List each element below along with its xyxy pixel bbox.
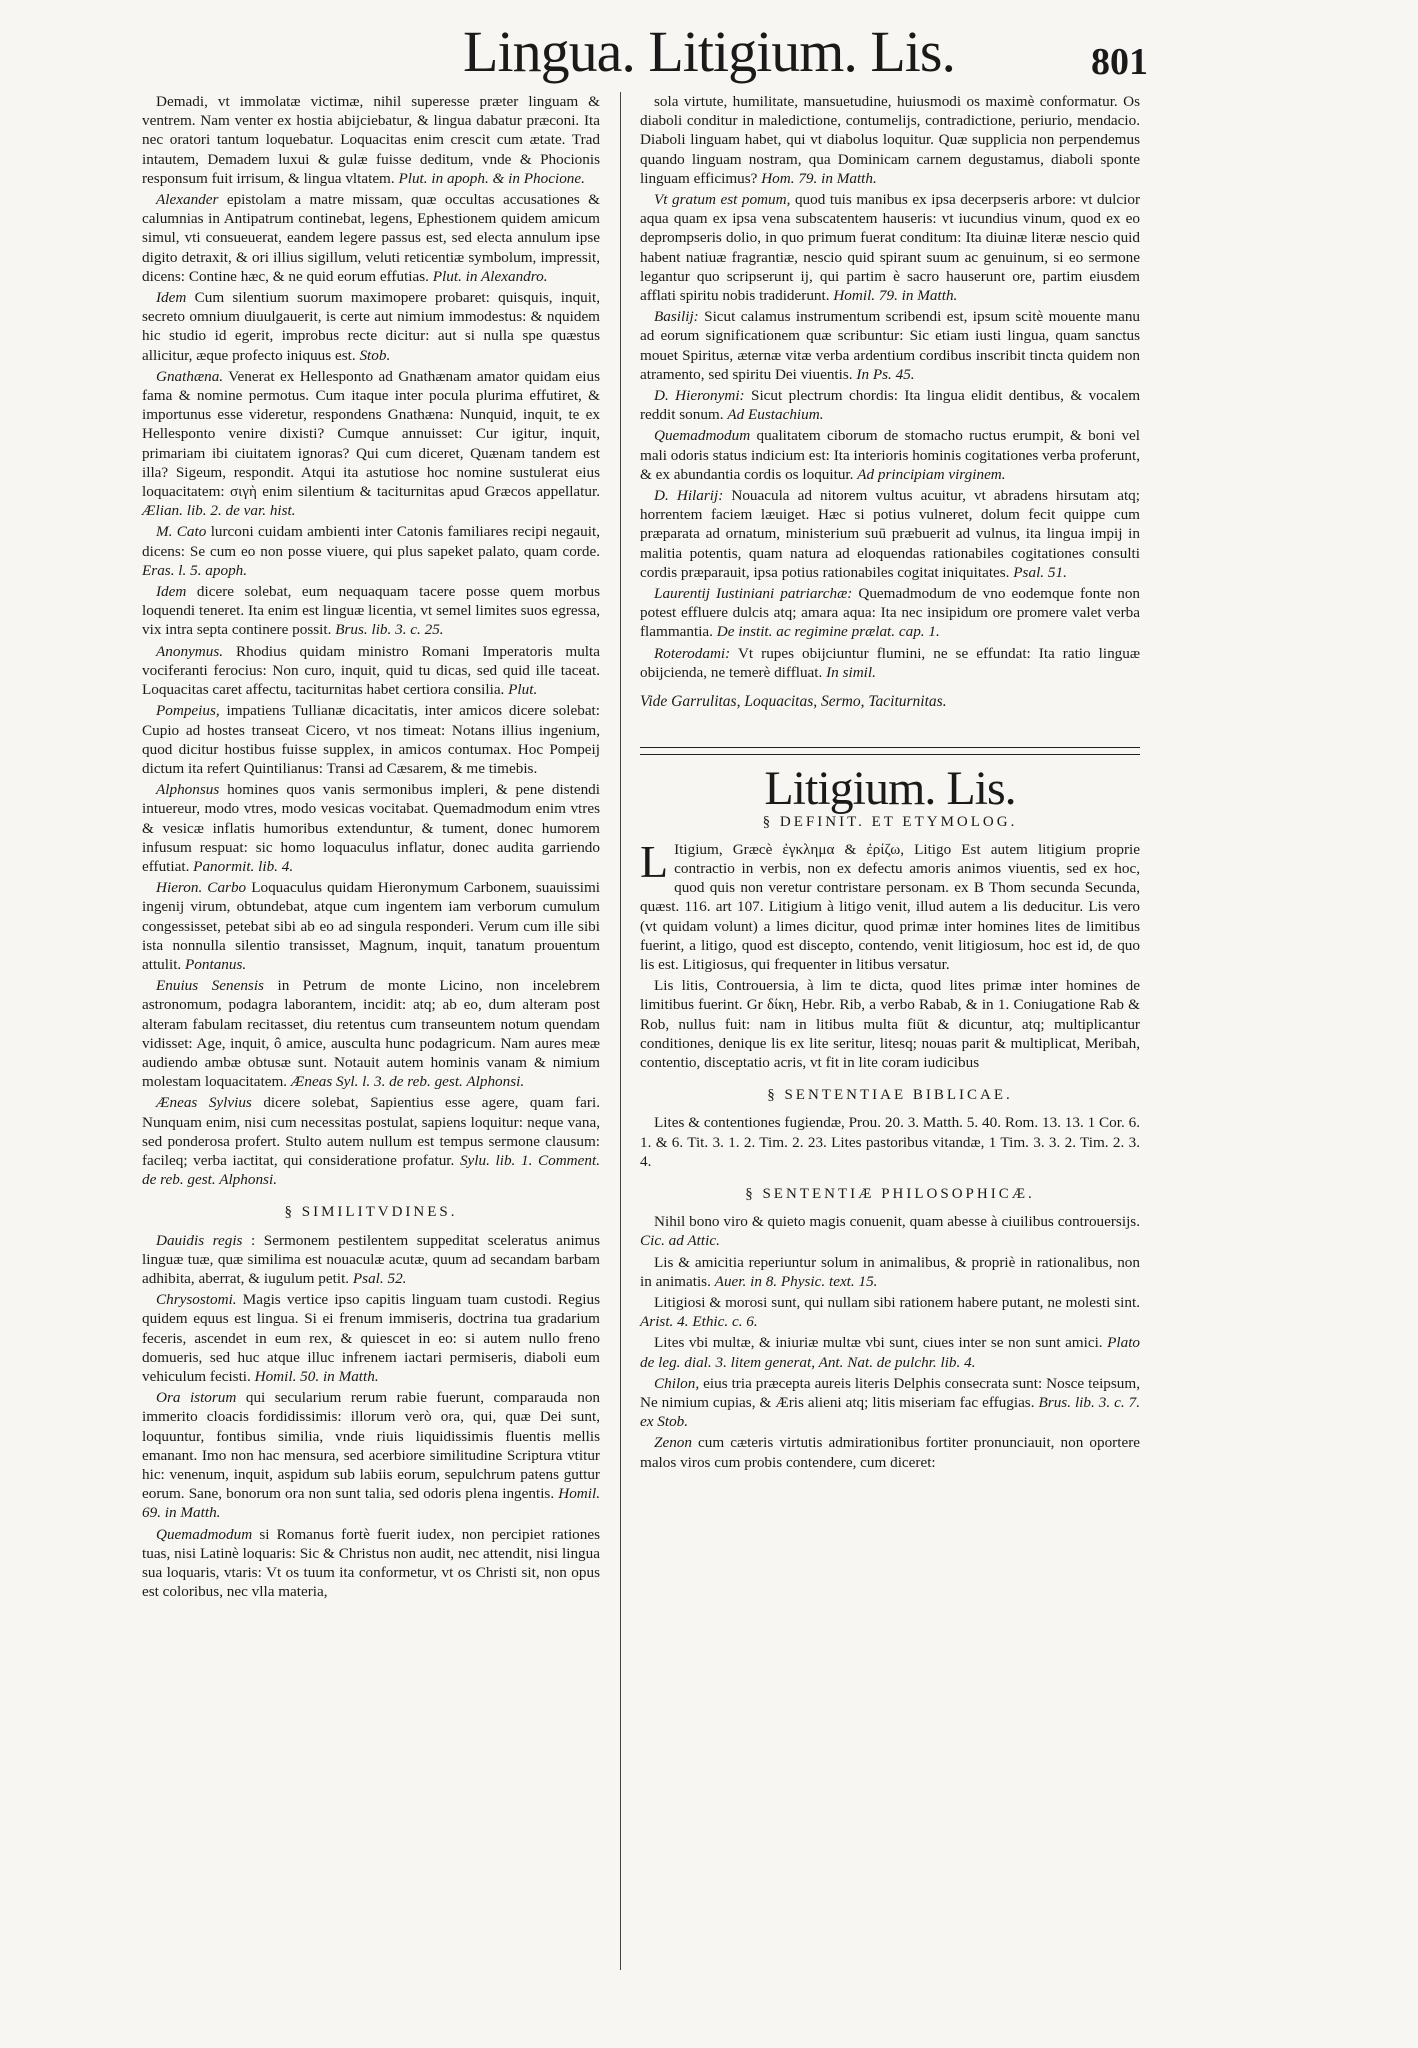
paragraph-text: Vt rupes obijciuntur flumini, ne se effundat: Ita ratio linguæ obijcienda, ne temerè diffluat.: [640, 644, 1140, 681]
paragraph-author: Alexander: [156, 191, 219, 209]
see-also-line: Vide Garrulitas, Loquacitas, Sermo, Taciturnitas.: [640, 693, 947, 711]
paragraph: [640, 1253, 1140, 1291]
paragraph: [142, 1231, 600, 1289]
column-divider: [620, 92, 621, 1970]
paragraph-author: Anonymus.: [156, 642, 224, 660]
similitudines-paragraphs: [142, 1231, 600, 1602]
paragraph-author: Idem: [156, 583, 187, 601]
paragraph-text: dicere solebat, eum nequaquam tacere posse quem morbus loquendi teneret. Ita enim est linguæ licentia, vt semel limites suos egressa, vix intra septa continere possit.: [142, 583, 601, 639]
paragraph-author: Roterodami:: [654, 644, 731, 662]
paragraph: [640, 644, 1140, 682]
paragraph-reference: Stob.: [359, 346, 391, 364]
paragraph-text: si Romanus fortè fuerit iudex, non percipiet rationes tuas, nisi Latinè loquaris: Sic & Christus non audit, nec attendit, nisi lingua sua loquaris, vtaris: Vt os tuum ita conformetur, vt os Christi sit, non opus est coloribus, nec vlla materia,: [142, 1525, 600, 1601]
paragraph-reference: In simil.: [826, 663, 876, 681]
paragraph-reference: Ad principiam virginem.: [857, 465, 1006, 483]
paragraph-text: cum cæteris virtutis admirationibus fortiter pronunciauit, non oportere malos viros cum probis contendere, cum diceret:: [640, 1434, 1140, 1471]
paragraph-reference: Psal. 51.: [1013, 563, 1067, 581]
paragraph-text: Quemadmodum de vno eodemque fonte non potest effluere dulcis atq; amara aqua: Ita nec insipidum ore promere valet verba flammantia.: [640, 585, 1141, 641]
paragraph-reference: De instit. ac regimine prælat. cap. 1.: [716, 623, 940, 641]
paragraph-text: qui secularium rerum rabie fuerunt, comparauda non immerito cloacis fordidissimis: illorum verò ora, qui, quæ Dei sunt, loquuntur, fontibus similia, vnde riuis liquidissimis fluentis mellis emanant. Imo non hac mensura, sed acerbiore similitudine Scriptura vtitur hic: venenum, inquit, aspidum sub labiis eorum, sepulchrum patens guttur eorum. Sane, bonorum ora non sunt talia, sed odoris plena ingentis.: [142, 1389, 601, 1503]
paragraph-author: Pompeius,: [156, 702, 220, 720]
paragraph-reference: Eras. l. 5. apoph.: [142, 561, 248, 579]
paragraph-reference: Cic. ad Attic.: [640, 1232, 720, 1250]
paragraph-text: qualitatem ciborum de stomacho ructus erumpit, & boni vel mali odoris status indicium est: Ita interioris hominis cogitationes verba proferunt, & ex abundantia cordis os loquitur.: [640, 427, 1141, 483]
section-head-definit: § DEFINIT. ET ETYMOLOG.: [762, 813, 1018, 830]
definition-paragraph: [640, 976, 1140, 1072]
biblicae-paragraph: Lites & contentiones fugiendæ, Prou. 20. 3. Matth. 5. 40. Rom. 13. 13. 1 Cor. 6. 1. & 6. Tit. 3. 1. 2. Tim. 2. 23. Lites pastoribus vitandæ, 1 Tim. 3. 3. 2. Tim. 2. 3. 4.: [640, 1114, 1140, 1170]
paragraph: [640, 1333, 1140, 1371]
paragraph: [640, 92, 1140, 188]
section-head-similitudines: § SIMILITVDINES.: [284, 1204, 458, 1221]
paragraph-author: Idem: [156, 289, 187, 307]
section-divider: [640, 747, 1140, 755]
section-head-philosophicae: § SENTENTIÆ PHILOSOPHICÆ.: [745, 1185, 1035, 1202]
paragraph-text: Loquaculus quidam Hieronymum Carbonem, suauissimi ingenij virum, obtundebat, atque cum ingentem iam verborum cumulum congessisset, petebat sibi ab eo ad singula responderi. Verum cum ille sibi ista nonnulla silentio transisset, Magnum, inquit, tanatum prouentum attulit.: [142, 879, 601, 973]
paragraph-author: D. Hieronymi:: [654, 387, 745, 405]
section-head-biblicae: § SENTENTIAE BIBLICAE.: [767, 1087, 1013, 1104]
paragraph-reference: Plato de leg. dial. 3. litem generat, Ant. Nat. de pulchr. lib. 4.: [640, 1334, 1141, 1371]
paragraph-author: Hieron. Carbo: [156, 879, 247, 897]
paragraph-text: Demadi, vt immolatæ victimæ, nihil superesse præter linguam & ventrem. Nam venter ex hostia abijciebatur, & lingua dabatur præconi. Ita nec oratori tantum loquebatur. Loquacitas enim crescit cum ætate. Trad intautem, Demadem luxui & gulæ fuisse deditum, vnde & Phocionis responsum fuit irrisum, & lingua vltatem.: [142, 93, 600, 187]
paragraph: [640, 190, 1140, 305]
paragraph-text: homines quos vanis sermonibus impleri, & pene distendi intuereur, modo vtres, modo vesicas vocitabat. Quemadmodum enim vtres & vesicæ inflatis humoribus extenduntur, & tument, donec humorem infusum respuat: sic homo loquaculus inflatur, donec audita garriendo effutiat.: [142, 781, 600, 875]
paragraph-text: Sicut plectrum chordis: Ita lingua elidit dentibus, & vocalem reddit sonum.: [640, 387, 1141, 424]
paragraph-author: Chrysostomi.: [156, 1291, 237, 1309]
paragraph-reference: Homil. 50. in Matth.: [254, 1368, 379, 1385]
paragraph-reference: Ælian. lib. 2. de var. hist.: [142, 502, 296, 520]
paragraph: [640, 426, 1140, 484]
paragraph-text: Lites vbi multæ, & iniuriæ multæ vbi sunt, ciues inter se non sunt amici.: [654, 1334, 1103, 1352]
paragraph-text: lurconi cuidam ambienti inter Catonis familiares recipi negauit, dicens: Se cum eo non posse viuere, qui plus sapeket palato, quam corde.: [142, 523, 600, 560]
paragraph: [142, 367, 600, 521]
paragraph: [142, 1290, 600, 1386]
paragraph-author: Dauidis regis: [156, 1231, 243, 1249]
paragraph-author: Quemadmodum: [654, 427, 751, 445]
paragraph-text: eius tria præcepta aureis literis Delphis consecrata sunt: Nosce teipsum, Ne nimium cupias, & Æris alieni atq; litis miseriam fac effugias.: [640, 1374, 1141, 1411]
paragraph-reference: Brus. lib. 3. c. 7. ex Stob.: [640, 1393, 1141, 1431]
running-title: Lingua. Litigium. Lis.: [463, 19, 955, 84]
paragraph-text: Litigiosi & morosi sunt, qui nullam sibi rationem habere putant, ne molesti sint.: [654, 1293, 1140, 1311]
paragraph-reference: Homil. 69. in Matth.: [142, 1485, 601, 1522]
paragraph: [142, 976, 600, 1091]
paragraph-author: Vt gratum est pomum,: [654, 191, 791, 209]
paragraph-reference: In Ps. 45.: [856, 365, 915, 383]
paragraph-text: impatiens Tullianæ dicacitatis, inter amicos dicere solebat: Cupio ad hostes transeat Cicero, vt nos timeat: Notans illius ingenium, quod dicitur hostibus fuisse supplex, in amicos contumax. Hoc Pompeij dictum ita refert Quintilianus: Transi ad Cæsarem, & me timebis.: [142, 702, 600, 777]
right-column: [640, 92, 1140, 1474]
paragraph-author: Laurentij Iustiniani patriarchæ:: [654, 585, 853, 603]
left-column: [142, 92, 600, 1603]
paragraph: [640, 584, 1140, 642]
paragraph: [640, 1293, 1140, 1331]
paragraph-text: dicere solebat, Sapientius esse agere, quam fari. Nunquam enim, nisi cum necessitas postulat, sapiens loquitur: neque vana, sed ponderosa profert. Stulto autem nullum est tempus sermone clausum: facileq; verba iactitat, qui consideratione profatur.: [142, 1094, 600, 1169]
paragraph-reference: Ad Eustachium.: [727, 406, 824, 424]
definition-paragraph: [640, 835, 1140, 974]
page-number: 801: [1091, 41, 1148, 83]
left-paragraphs: [142, 92, 600, 1189]
paragraph-text: Lis litis, Controuersia, à lim te dicta, quod lites primæ inter homines de limitibus fuerint. Gr δίκη, Hebr. Rib, a verbo Rabab, & in 1. Coniugatione Rab & Rob, nullus fuit: nam in litibus multa fiūt & dicuntur, atq; multiplicantur conditiones, denique lis ex lite seritur, litesq; nouas parit & multiplicat, Meribah, contentio, disceptatio acris, vt fit in lite coram iudicibus: [640, 977, 1140, 1071]
paragraph-text: Nouacula ad nitorem vultus acuitur, vt abradens hirsutam atq; horrentem faciem læuiget. Hæc si potius vulneret, dolum fecit quippe cum præparata ad ornatum, ministerium suū præbuerit ad vulnus, ita lingua impij in malitia potentis, quam natura ad eloquendas rationabiles cogitationes consulti cordis præparauit, ipsa potius rationabiles cogitat iniquitates.: [640, 487, 1140, 581]
paragraph-text: Sicut calamus instrumentum scribendi est, ipsum scitè mouente manu ad eorum significationem quæ scribuntur: Sic etiam iusti lingua, quam sanctus mouet Spiritus, æternæ vitæ verba ardentium cordibus inscribit tincta quidem non atramento, sed spiritu Dei viuentis.: [640, 308, 1141, 383]
paragraph: [142, 1388, 600, 1522]
paragraph-author: Chilon,: [654, 1374, 700, 1392]
drop-cap: L: [640, 835, 669, 887]
paragraph: [142, 701, 600, 778]
paragraph-author: Æneas Sylvius: [156, 1094, 252, 1112]
paragraph-reference: Arist. 4. Ethic. c. 6.: [640, 1313, 758, 1331]
paragraph: [640, 1374, 1140, 1432]
paragraph-reference: Homil. 79. in Matth.: [833, 287, 958, 305]
paragraph-text: Cum silentium suorum maximopere probaret: quisquis, inquit, secreto omnium diuulgauerit, is certe aut nimium immodestus: & nquidem hic studio id egerit, improbus recte dicitur: aut si nulla spe quæstus allicitur, æque profecto iniquus est.: [142, 289, 600, 364]
paragraph-reference: Panormit. lib. 4.: [193, 857, 294, 875]
paragraph-text: Venerat ex Hellesponto ad Gnathænam amator quidam eius fama & nomine permotus. Cum itaque inter pocula plurima effutiret, & importunus esse videretur, respondens Gnathæna: Nunquid, inquit, te ex Hellesponto venire dixisti? Cumque annuisset: Cur igitur, inquit, primariam ibi ciuitatem ignoras? Qui cum diceret, Quænam tandem est illa? Sigeum, respondit. Atqui ita astutiose hoc nomine sustulerat eius loquacitatem: σιγὴ enim silentium & taciturnitas apud Græcos appellatur.: [142, 367, 600, 501]
paragraph: [142, 190, 600, 286]
paragraph: [142, 878, 600, 974]
paragraph-reference: Psal. 52.: [352, 1269, 407, 1287]
paragraph-text: Rhodius quidam ministro Romani Imperatoris multa vociferanti ferocius: Non curo, inquit, quid tu dicas, sed quid ille taceat. Loquacitas caret affectu, taciturnitas habet certiora consilia.: [142, 642, 600, 699]
paragraph-text: in Petrum de monte Licino, non incelebrem astronomum, podagra laborantem, incidit: atq; ab eo, dum alteram post alteram fabulam recitasset, diu retentus cum transeuntem notum quendam vidisset: Age, inquit, ô amice, ausculta hunc podagricum. Nam aures meæ audiendo ambæ obtusæ sunt. Notauit autem hominis vanam & nimium molestam loquacitatem.: [142, 977, 601, 1091]
paragraph: [142, 1525, 600, 1602]
section-title: Litigium. Lis.: [764, 762, 1016, 816]
paragraph-author: D. Hilarij:: [654, 487, 724, 505]
paragraph-author: Enuius Senensis: [156, 977, 264, 995]
paragraph-text: Lis & amicitia reperiuntur solum in animalibus, & propriè in rationalibus, non in animatis.: [640, 1253, 1140, 1290]
paragraph: [142, 288, 600, 365]
paragraph: [640, 1212, 1140, 1250]
paragraph: [142, 582, 600, 640]
paragraph-author: Alphonsus: [156, 781, 220, 799]
paragraph-author: Zenon: [654, 1434, 692, 1452]
paragraph: [640, 386, 1140, 424]
paragraph-text: : Sermonem pestilentem suppeditat sceleratus animus linguæ tuæ, quæ similima est nouaculæ acutæ, quum ad secandam barbam adhibita, aberrat, & iugulum petit.: [142, 1231, 600, 1287]
philosophicae-paragraphs: [640, 1212, 1140, 1472]
paragraph-author: Gnathæna.: [156, 367, 224, 385]
paragraph-text: quod tuis manibus ex ipsa decerpseris arbore: vt dulcior aqua quam ex ipsa vena subscatentem hauseris: vt iucundius vinum, quod ex eo deprompseris dolio, in quo primum fuerat conditum: Ita diuinæ literæ nescio quid habent natiuæ fragrantiæ, nescio quid spirant suum ac genuinum, si eo sermone legantur quo scripserunt ij, qui partim è sacro hauserunt ore, partim eiusdem afflati spiritu nobis tradiderunt.: [640, 191, 1140, 305]
paragraph-text: Magis vertice ipso capitis linguam tuam custodi. Regius quidem equus est lingua. Si ei frenum immiseris, doctrina tua gradarium feceris, ascendet in eum rex, & quiescet in eo: si autem nullo freno domueris, sed huc atque illuc infrenem iactari permiseris, diaboli eum vehiculum fecisti.: [142, 1291, 601, 1385]
paragraph-text: sola virtute, humilitate, mansuetudine, huiusmodi os maximè conformatur. Os diaboli conditur in maledictione, contumelijs, contradictione, periurio, mendacio. Diaboli linguam habet, qui vt diabolus loquitur. Quæ supplicia non perpendemus quando linguam nostram, qua Dominicam carnem degustamus, diaboli sponte linguam efficimus?: [640, 93, 1140, 187]
right-paragraphs: [640, 92, 1140, 682]
paragraph: [640, 307, 1140, 384]
paragraph-reference: Pontanus.: [185, 955, 247, 973]
paragraph: [640, 486, 1140, 582]
paragraph: [142, 522, 600, 580]
paragraph: [142, 642, 600, 700]
paragraph-reference: Auer. in 8. Physic. text. 15.: [714, 1272, 878, 1290]
paragraph-text: Nihil bono viro & quieto magis conuenit, quam abesse à ciuilibus controuersijs.: [654, 1213, 1140, 1231]
paragraph-reference: Plut.: [508, 681, 538, 699]
paragraph-reference: Hom. 79. in Matth.: [761, 169, 877, 187]
paragraph: [142, 780, 600, 876]
paragraph-reference: Æneas Syl. l. 3. de reb. gest. Alphonsi.: [290, 1073, 525, 1091]
paragraph-author: Ora istorum: [156, 1389, 237, 1407]
paragraph-reference: Plut. in apoph. & in Phocione.: [398, 169, 585, 187]
paragraph-reference: Brus. lib. 3. c. 25.: [335, 621, 444, 639]
paragraph-reference: Plut. in Alexandro.: [432, 267, 548, 285]
paragraph-text: epistolam a matre missam, quæ occultas accusationes & calumnias in Antipatrum continebat, legens, Ephestionem quidem amicum simul, vti consueuerat, eandem legere passus est, sed electa annulum ipse digito detraxit, & ori illius sigillum, veluti reticentiæ symbolum, impressit, dicens: Contine hæc, & ne quid eorum effutias.: [142, 191, 600, 285]
paragraph-reference: Sylu. lib. 1. Comment. de reb. gest. Alphonsi.: [142, 1151, 600, 1189]
paragraph: [142, 1093, 600, 1189]
paragraph: [142, 92, 600, 188]
paragraph: [640, 1433, 1140, 1471]
paragraph-author: Quemadmodum: [156, 1525, 253, 1543]
paragraph-author: Basilij:: [654, 308, 699, 326]
paragraph-text: Itigium, Græcè ἐγκλημα & ἐρίζω, Litigo Est autem litigium proprie contractio in verbis, non ex defectu amoris animos viuentis, sed ex hoc, quod quis non veretur contristare personam. ex B Thom secunda Secunda, quæst. 116. art 107. Litigium à litigo venit, illud autem a lis deducitur. Lis vero (vt quidam volunt) a limes dicitur, quod primæ inter homines lites de limitibus fuerint, a litigo, quod est discepto, contendo, venit litigiosum, hoc est id, de quo lis est. Litigiosus, qui frequenter in litibus versatur.: [640, 840, 1140, 973]
paragraph-author: M. Cato: [156, 523, 207, 541]
definit-paragraphs: [640, 835, 1140, 1072]
